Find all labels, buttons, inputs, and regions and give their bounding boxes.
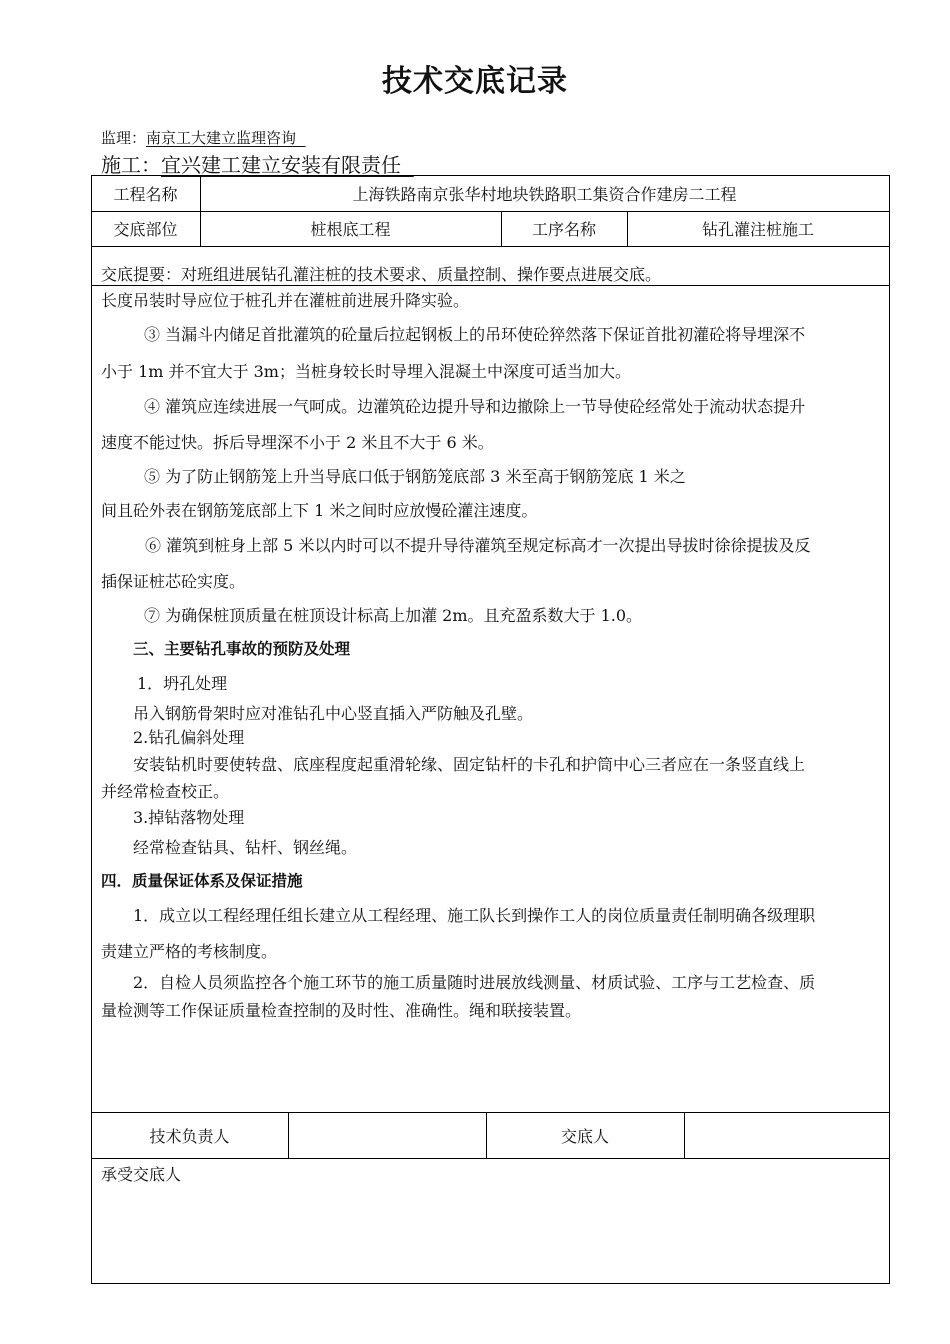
process-label: 工序名称 [531, 220, 596, 239]
body-line: 间且砼外表在钢筋笼底部上下 1 米之间时应放慢砼灌注速度。 [101, 501, 538, 520]
body-line: 速度不能过快。拆后导埋深不小于 2 米且不大于 6 米。 [101, 433, 494, 452]
body-line: 2．自检人员须监控各个施工环节的施工质量随时进展放线测量、材质试验、工序与工艺检查、质 [133, 973, 816, 992]
supervisor-value: 南京工大建立监理咨询 [146, 129, 297, 147]
section-heading: 四．质量保证体系及保证措施 [101, 872, 303, 890]
body-line: ④ 灌筑应连续进展一气呵成。边灌筑砼边提升导和边撤除上一节导使砼经常处于流动状态提升 [144, 397, 806, 416]
discloser-label: 交底人 [560, 1126, 609, 1146]
subheading: 3.掉钻落物处理 [133, 808, 245, 827]
body-line: ⑦ 为确保桩顶质量在桩顶设计标高上加灌 2m。且充盈系数大于 1.0。 [144, 606, 643, 625]
body-line: 安装钻机时要使转盘、底座程度起重滑轮缘、固定钻杆的卡孔和护筒中心三者应在一条竖直线上 [133, 755, 806, 774]
project-name-label: 工程名称 [113, 184, 178, 204]
body-line: ③ 当漏斗内储足首批灌筑的砼量后拉起钢板上的吊环使砼猝然落下保证首批初灌砼将导埋深不 [144, 325, 806, 344]
subheading: 1．坍孔处理 [137, 674, 228, 693]
page-title: 技术交底记录 [382, 64, 568, 99]
body-line: 并经常检查校正。 [101, 782, 230, 801]
body-line: 插保证桩芯砼实度。 [101, 572, 246, 591]
supervisor-label: 监理： [101, 129, 147, 147]
receiver-label: 承受交底人 [101, 1165, 182, 1184]
part-value: 桩根底工程 [310, 220, 391, 239]
process-value: 钻孔灌注桩施工 [701, 220, 814, 239]
subheading: 2.钻孔偏斜处理 [133, 728, 245, 747]
receiver-signature-area[interactable] [92, 1185, 888, 1281]
body-line: 小于 1m 并不宜大于 3m；当桩身较长时导埋入混凝土中深度可适当加大。 [101, 362, 631, 381]
body-line: ⑤ 为了防止钢筋笼上升当导底口低于钢筋笼底部 3 米至高于钢筋笼底 1 米之 [144, 467, 686, 486]
body-line: ⑥ 灌筑到桩身上部 5 米以内时可以不提升导待灌筑至规定标高才一次提出导拔时徐徐提拔及反 [145, 536, 811, 555]
body-line: 责建立严格的考核制度。 [101, 942, 278, 961]
body-line: 1．成立以工程经理任组长建立从工程经理、施工队长到操作工人的岗位质量责任制明确各级理职 [133, 906, 816, 925]
body-line: 吊入钢筋骨架时应对准钻孔中心竖直插入严防触及孔壁。 [133, 704, 534, 723]
body-line: 长度吊装时导应位于桩孔并在灌桩前进展升降实验。 [101, 291, 470, 310]
section-heading: 三、主要钻孔事故的预防及处理 [133, 640, 351, 658]
part-label: 交底部位 [113, 220, 178, 239]
tech-lead-signature[interactable] [288, 1112, 486, 1158]
builder-value: 宜兴建工建立安装有限责任 [161, 153, 401, 177]
project-name-value: 上海铁路南京张华村地块铁路职工集资合作建房二工程 [352, 184, 737, 204]
tech-lead-label: 技术负责人 [149, 1126, 230, 1146]
body-line: 量检测等工作保证质量检查控制的及时性、准确性。绳和联接装置。 [101, 1001, 582, 1020]
discloser-signature[interactable] [684, 1112, 889, 1158]
summary-text: 交底提要：对班组进展钻孔灌注桩的技术要求、质量控制、操作要点进展交底。 [101, 265, 662, 284]
body-line: 经常检查钻具、钻杆、钢丝绳。 [133, 838, 358, 857]
builder-line [101, 149, 414, 178]
supervisor-line [101, 127, 306, 148]
builder-label: 施工： [101, 153, 161, 177]
